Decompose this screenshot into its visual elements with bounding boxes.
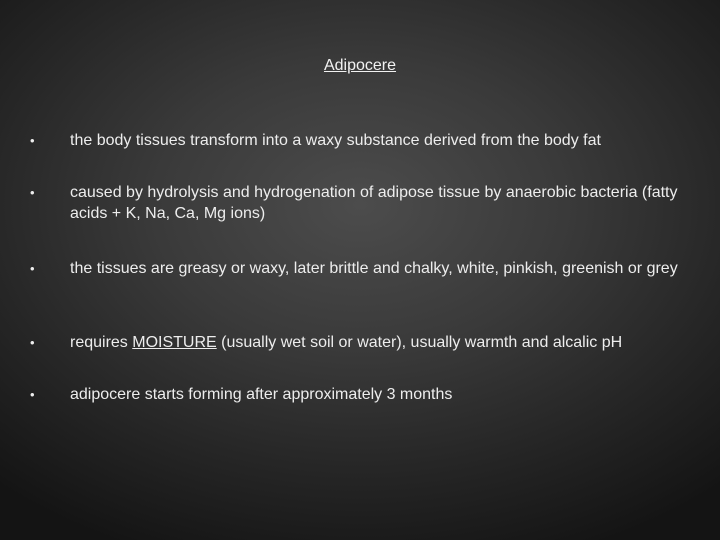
slide-title: Adipocere <box>323 57 397 74</box>
bullet-text-post: (usually wet soil or water), usually warmth and alcalic pH <box>216 334 623 351</box>
bullet-item <box>30 130 700 151</box>
bullet-item <box>30 332 700 353</box>
bullet-text: the body tissues transform into a waxy substance derived from the body fat <box>70 132 601 149</box>
bullet-marker: • <box>30 133 35 148</box>
bullet-text: the tissues are greasy or waxy, later brittle and chalky, white, pinkish, greenish or grey <box>70 260 678 277</box>
bullet-item <box>30 182 700 224</box>
bullet-text-pre: requires <box>70 334 133 351</box>
bullet-marker: • <box>30 185 35 200</box>
bullet-marker: • <box>30 261 35 276</box>
bullet-text: adipocere starts forming after approximately 3 months <box>70 386 453 403</box>
bullet-marker: • <box>30 335 35 350</box>
bullet-emphasis: MOISTURE <box>132 334 217 351</box>
bullet-text <box>70 332 700 353</box>
bullet-item <box>30 258 700 279</box>
bullet-item <box>30 384 700 405</box>
bullet-marker: • <box>30 387 35 402</box>
bullet-text: caused by hydrolysis and hydrogenation of adipose tissue by anaerobic bacteria (fatty acids + K, Na, Ca, Mg ions) <box>70 184 678 222</box>
